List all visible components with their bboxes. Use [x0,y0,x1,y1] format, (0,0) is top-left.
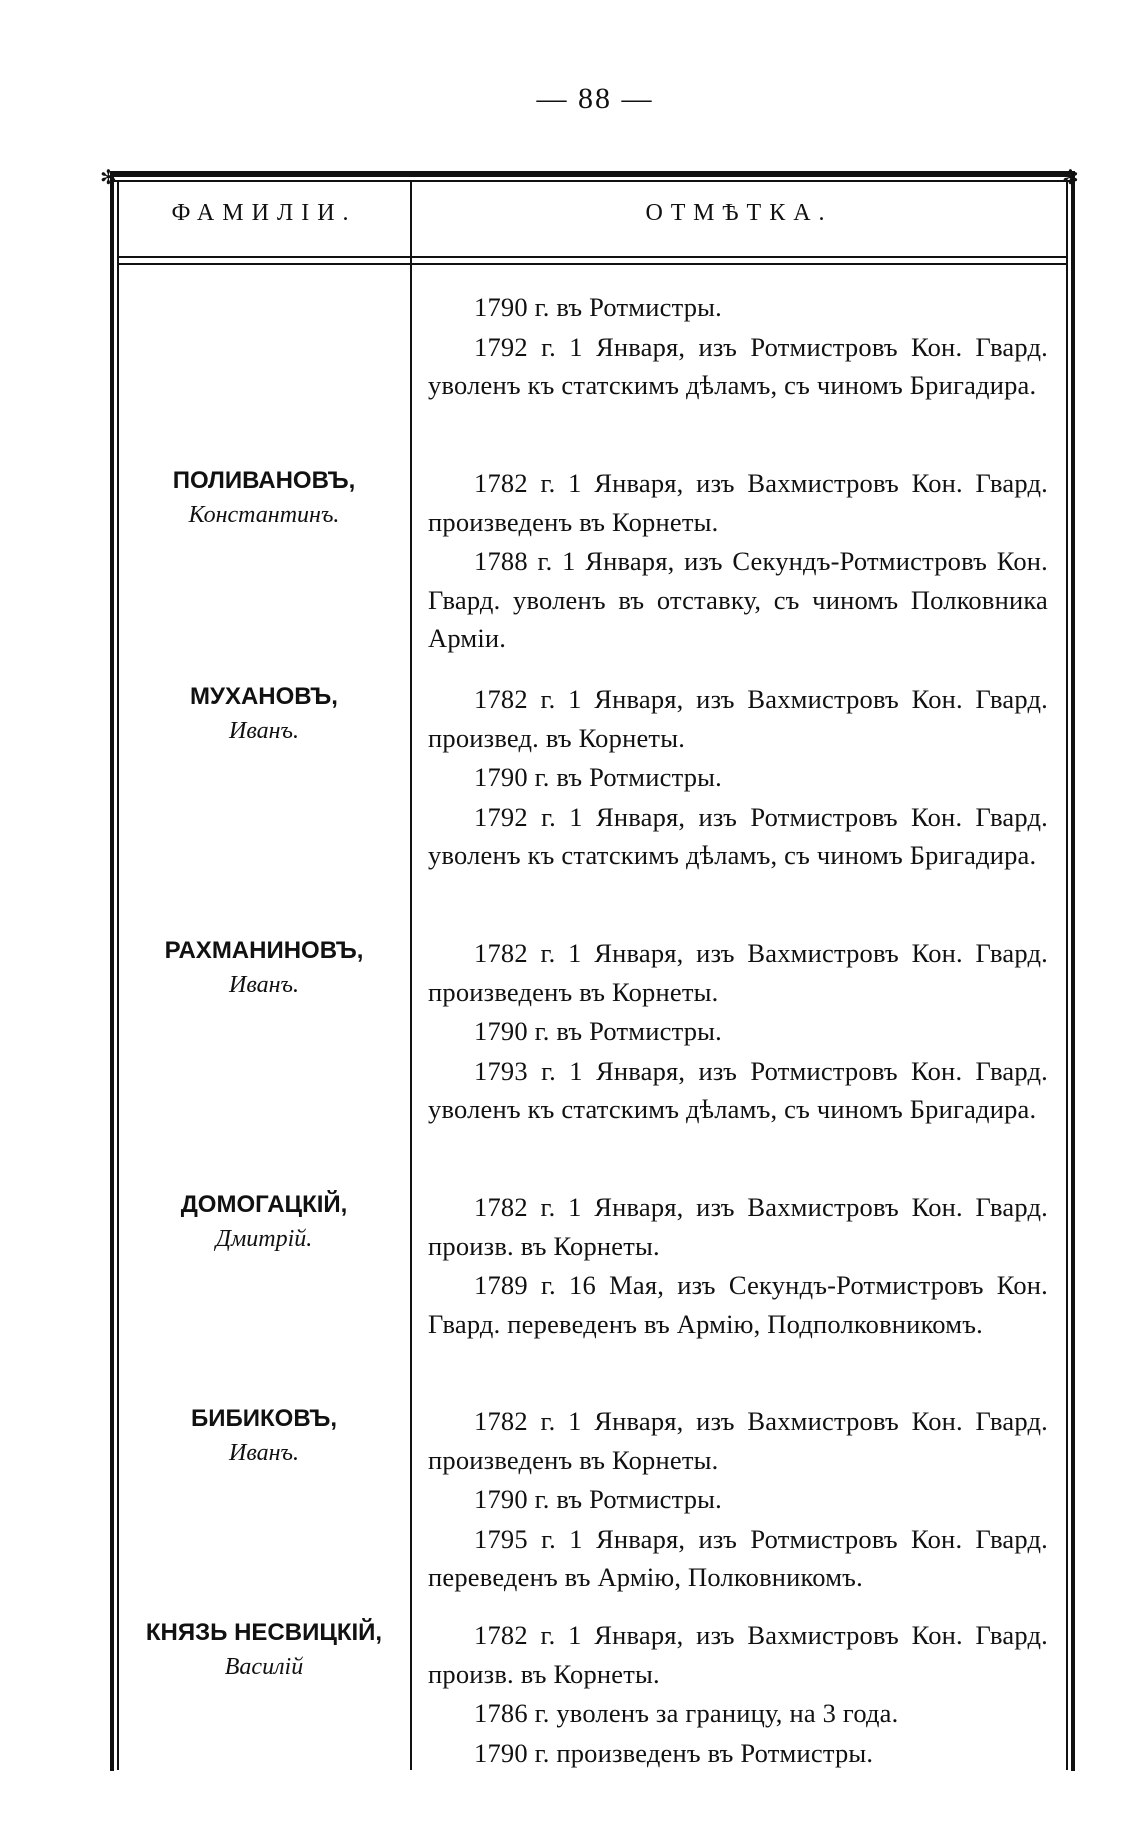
remarks-cell [428,464,1048,659]
remark-entry: 1792 г. 1 Января, изъ Ротмистровъ Кон. Гвард. уволенъ къ статскимъ дѣламъ, съ чиномъ Бригадира. [428,331,1048,400]
surname: МУХАНОВЪ, [190,683,338,710]
remark-entry: 1790 г. въ Ротмистры. [474,1484,722,1514]
header-surnames: ФАМИЛІИ. [171,200,357,226]
remark-entry: 1792 г. 1 Января, изъ Ротмистровъ Кон. Гвард. уволенъ къ статскимъ дѣламъ, съ чиномъ Бригадира. [428,801,1048,870]
remarks-cell [428,1616,1048,1773]
surname: РАХМАНИНОВЪ, [164,937,364,964]
remark-entry: 1786 г. уволенъ за границу, на 3 года. [474,1698,899,1728]
header-rule-lower [118,263,1068,265]
surname: ДОМОГАЦКІЙ, [180,1191,348,1218]
remark-entry: 1790 г. въ Ротмистры. [474,292,722,322]
surname: БИБИКОВЪ, [191,1405,337,1432]
right-border-thin [1066,180,1068,1770]
remark-entry: 1782 г. 1 Января, изъ Вахмистровъ Кон. Гвард. произведенъ въ Корнеты. [428,938,1048,1007]
remark-entry: 1782 г. 1 Января, изъ Вахмистровъ Кон. Гвард. произвед. въ Корнеты. [428,684,1048,753]
given-name: Константинъ. [188,502,340,528]
remark-entry: 1782 г. 1 Января, изъ Вахмистровъ Кон. Гвард. произведенъ въ Корнеты. [428,468,1048,537]
corner-ornament-left-icon: ✻ [100,167,117,189]
remark-entry: 1782 г. 1 Января, изъ Вахмистровъ Кон. Гвард. произв. въ Корнеты. [428,1192,1048,1261]
top-rule-thick [112,171,1070,177]
top-rule-thin [112,180,1070,182]
surname-cell [118,1616,410,1684]
page-number: — 88 — [536,82,654,115]
surname-cell [118,1188,410,1256]
remarks-cell [428,934,1048,1130]
given-name: Иванъ. [229,718,299,744]
surname-cell [118,464,410,532]
column-divider [410,180,412,1770]
corner-ornament-right-icon: ✻ [1062,167,1079,189]
given-name: Иванъ. [229,972,299,998]
given-name: Иванъ. [229,1440,299,1466]
remark-entry: 1782 г. 1 Января, изъ Вахмистровъ Кон. Гвард. произведенъ въ Корнеты. [428,1406,1048,1475]
remark-entry: 1793 г. 1 Января, изъ Ротмистровъ Кон. Гвард. уволенъ къ статскимъ дѣламъ, съ чиномъ Бригадира. [428,1055,1048,1124]
remark-entry: 1788 г. 1 Января, изъ Секундъ-Ротмистровъ Кон. Гвард. уволенъ въ отставку, съ чиномъ Полковника Арміи. [428,546,1048,653]
given-name: Дмитрій. [215,1226,313,1252]
remark-entry: 1790 г. въ Ротмистры. [474,762,722,792]
remark-entry: 1790 г. произведенъ въ Ротмистры. [474,1737,874,1768]
header-rule-upper [118,256,1068,258]
given-name: Василій [224,1654,304,1680]
header-remarks: ОТМѢТКА. [645,200,833,226]
remarks-cell [428,288,1048,406]
left-border-thick [110,171,114,1771]
surname-cell [118,1402,410,1470]
surname-cell [118,680,410,748]
remark-entry: 1782 г. 1 Января, изъ Вахмистровъ Кон. Гвард. произв. въ Корнеты. [428,1620,1048,1689]
remark-entry: 1790 г. въ Ротмистры. [474,1016,722,1046]
remarks-cell [428,1402,1048,1598]
remarks-cell [428,680,1048,876]
surname-cell [118,934,410,1002]
remark-entry: 1795 г. 1 Января, изъ Ротмистровъ Кон. Гвард. переведенъ въ Армію, Полковникомъ. [428,1523,1048,1592]
remark-entry: 1789 г. 16 Мая, изъ Секундъ-Ротмистровъ Кон. Гвард. переведенъ въ Армію, Подполковникомъ. [428,1270,1048,1339]
right-border-thick [1071,171,1075,1771]
remarks-cell [428,1188,1048,1344]
surname: КНЯЗЬ НЕСВИЦКІЙ, [145,1619,383,1646]
surname: ПОЛИВАНОВЪ, [172,467,356,494]
